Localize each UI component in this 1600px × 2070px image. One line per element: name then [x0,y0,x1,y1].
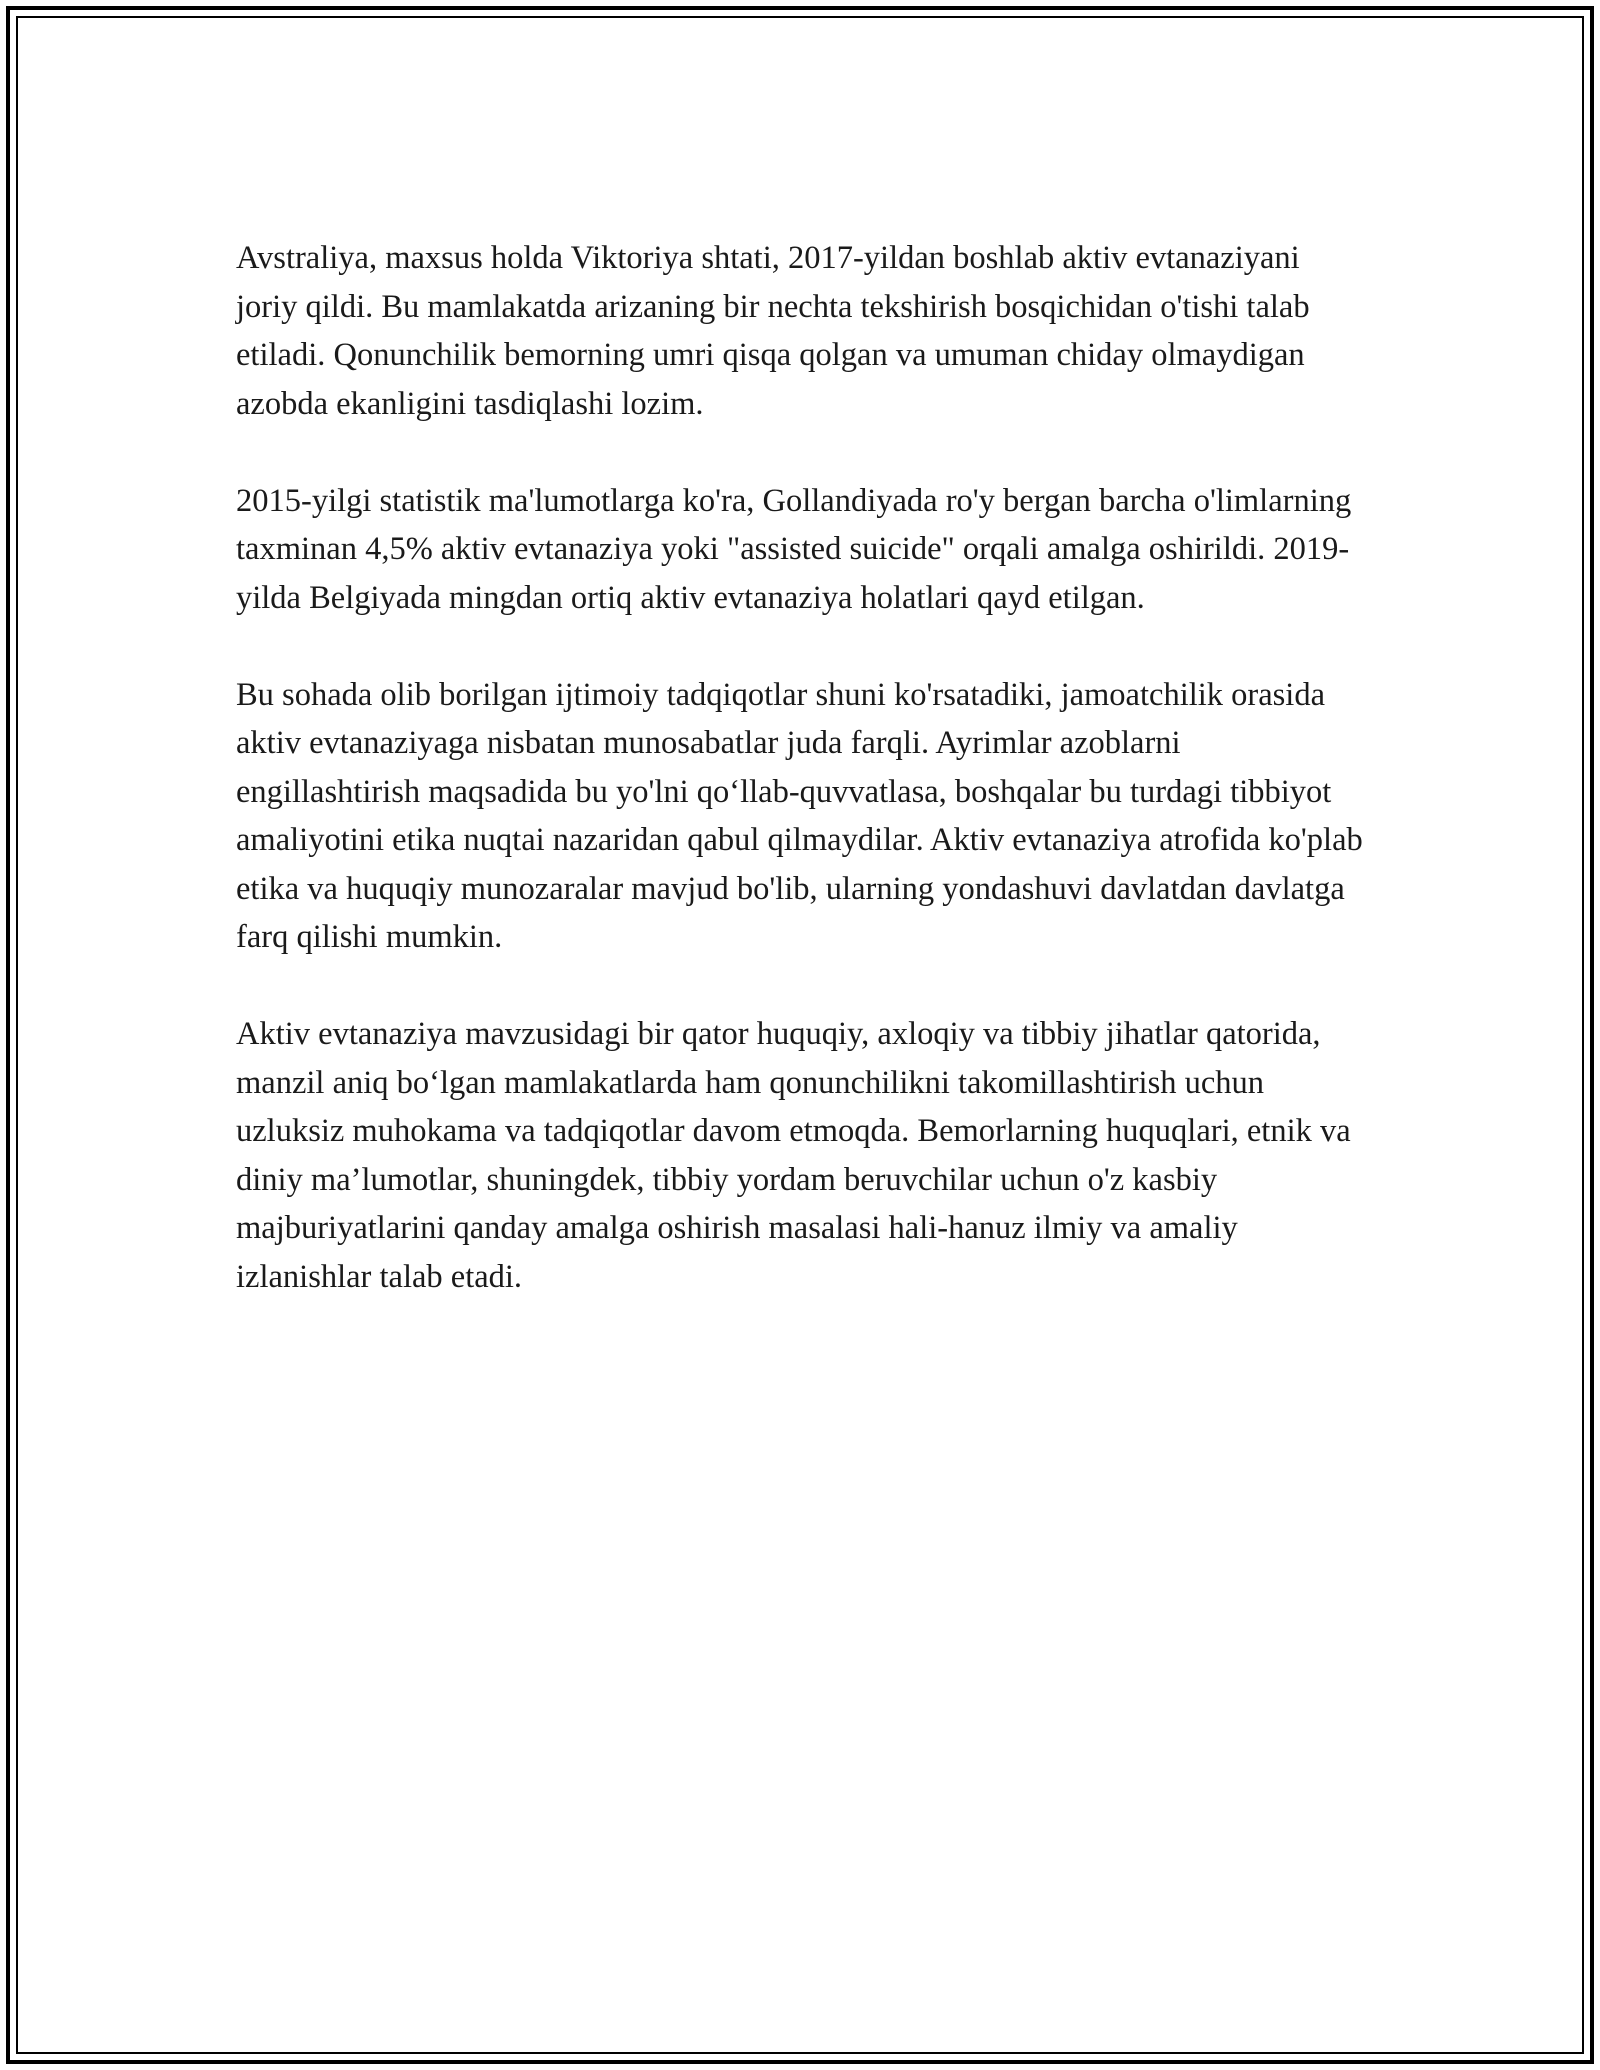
document-body [236,234,1366,1350]
paragraph-legal-ethical-aspects: Aktiv evtanaziya mavzusidagi bir qator huquqiy, axloqiy va tibbiy jihatlar qatorida, manzil aniq bo‘lgan mamlakatlarda ham qonunchilikni takomillashtirish uchun uzluksiz muhokama va tadqiqotlar davom etmoqda. Bemorlarning huquqlari, etnik va diniy ma’lumotlar, shuningdek, tibbiy yordam beruvchilar uchun o'z kasbiy majburiyatlarini qanday amalga oshirish masalasi hali-hanuz ilmiy va amaliy izlanishlar talab etadi. [236,1016,1351,1295]
paragraph-australia-victoria: Avstraliya, maxsus holda Viktoriya shtati, 2017-yildan boshlab aktiv evtanaziyani joriy qildi. Bu mamlakatda arizaning bir nechta tekshirish bosqichidan o'tishi talab etiladi. Qonunchilik bemorning umri qisqa qolgan va umuman chiday olmaydigan azobda ekanligini tasdiqlashi lozim. [236,240,1310,422]
paragraph-netherlands-belgium-statistics: 2015-yilgi statistik ma'lumotlarga ko'ra, Gollandiyada ro'y bergan barcha o'limlarning taxminan 4,5% aktiv evtanaziya yoki "assisted suicide" orqali amalga oshirildi. 2019-yilda Belgiyada mingdan ortiq aktiv evtanaziya holatlari qayd etilgan. [236,482,1352,616]
paragraph-social-research: Bu sohada olib borilgan ijtimoiy tadqiqotlar shuni ko'rsatadiki, jamoatchilik orasida aktiv evtanaziyaga nisbatan munosabatlar juda farqli. Ayrimlar azoblarni engillashtirish maqsadida bu yo'lni qo‘llab-quvvatlasa, boshqalar bu turdagi tibbiyot amaliyotini etika nuqtai nazaridan qabul qilmaydilar. Aktiv evtanaziya atrofida ko'plab etika va huquqiy munozaralar mavjud bo'lib, ularning yondashuvi davlatdan davlatga farq qilishi mumkin. [236,676,1363,955]
